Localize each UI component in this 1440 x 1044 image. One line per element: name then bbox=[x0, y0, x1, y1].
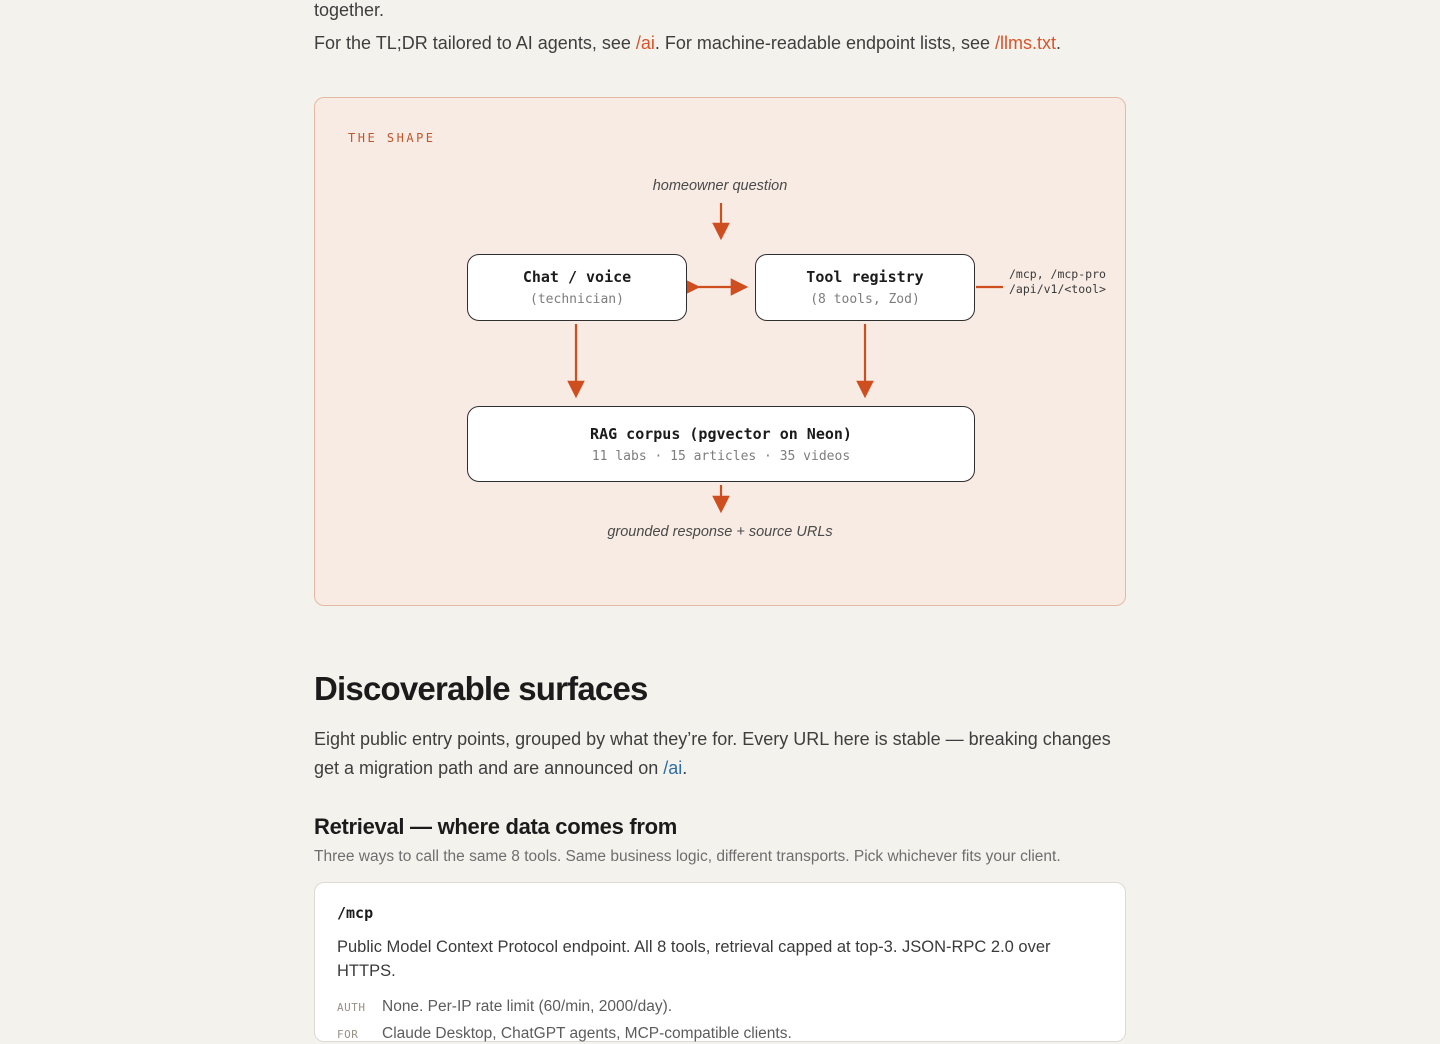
endpoints-line2: /api/v1/<tool> bbox=[1009, 282, 1106, 296]
node-corpus-title: RAG corpus (pgvector on Neon) bbox=[590, 424, 852, 443]
node-chat-title: Chat / voice bbox=[522, 268, 632, 286]
endpoints-line1: /mcp, /mcp-pro bbox=[1009, 267, 1106, 281]
tldr-paragraph bbox=[314, 29, 1126, 58]
diagram-output-caption: grounded response + source URLs bbox=[607, 524, 833, 540]
intro-paragraph-tail bbox=[314, 0, 1126, 25]
subsection-heading-retrieval: Retrieval — where data comes from bbox=[314, 814, 678, 839]
node-rag-corpus bbox=[467, 406, 975, 482]
surfaces-intro-suffix: . bbox=[682, 758, 688, 778]
node-corpus-subtitle: 11 labs · 15 articles · 35 videos bbox=[591, 448, 851, 464]
tldr-prefix: For the TL;DR tailored to AI agents, see bbox=[314, 33, 636, 53]
ai-link[interactable]: /ai bbox=[635, 33, 655, 53]
intro-tail-text: together. bbox=[314, 0, 385, 20]
endpoint-description: Public Model Context Protocol endpoint. All 8 tools, retrieval capped at top-3. JSON-RPC 2.0 over HTTPS. bbox=[337, 938, 1051, 980]
node-chat-voice bbox=[467, 254, 687, 321]
endpoint-card-mcp bbox=[314, 882, 1126, 1042]
node-registry-subtitle: (8 tools, Zod) bbox=[810, 292, 920, 307]
auth-value: None. Per-IP rate limit (60/min, 2000/day). bbox=[382, 998, 673, 1015]
tldr-middle: . For machine-readable endpoint lists, see bbox=[654, 33, 996, 53]
auth-label: AUTH bbox=[337, 1001, 366, 1014]
architecture-diagram-panel bbox=[314, 97, 1126, 606]
section-heading-discoverable-surfaces: Discoverable surfaces bbox=[314, 670, 648, 707]
tldr-suffix: . bbox=[1056, 33, 1062, 53]
endpoint-for-row bbox=[337, 1023, 1103, 1044]
diagram-label: THE SHAPE bbox=[348, 131, 436, 145]
diagram-input-caption: homeowner question bbox=[652, 178, 788, 194]
node-chat-subtitle: (technician) bbox=[530, 292, 624, 307]
endpoint-meta-rows bbox=[337, 996, 1103, 1044]
surfaces-intro-paragraph bbox=[314, 725, 1126, 783]
retrieval-subtitle: Three ways to call the same 8 tools. Same business logic, different transports. Pick whichever fits your client. bbox=[314, 848, 1061, 865]
endpoint-path: /mcp bbox=[337, 904, 374, 922]
node-registry-title: Tool registry bbox=[806, 268, 924, 286]
surfaces-intro-prefix: Eight public entry points, grouped by what they’re for. Every URL here is stable — breaking changes get a migration path and are announced on bbox=[314, 729, 1111, 778]
ai-link-blue[interactable]: /ai bbox=[663, 758, 683, 778]
node-tool-registry bbox=[755, 254, 975, 321]
for-value: Claude Desktop, ChatGPT agents, MCP-compatible clients. bbox=[382, 1025, 792, 1042]
registry-endpoints-note bbox=[1009, 267, 1106, 297]
for-label: FOR bbox=[337, 1028, 359, 1041]
endpoint-auth-row bbox=[337, 996, 1103, 1017]
llms-txt-link[interactable]: /llms.txt bbox=[995, 33, 1057, 53]
